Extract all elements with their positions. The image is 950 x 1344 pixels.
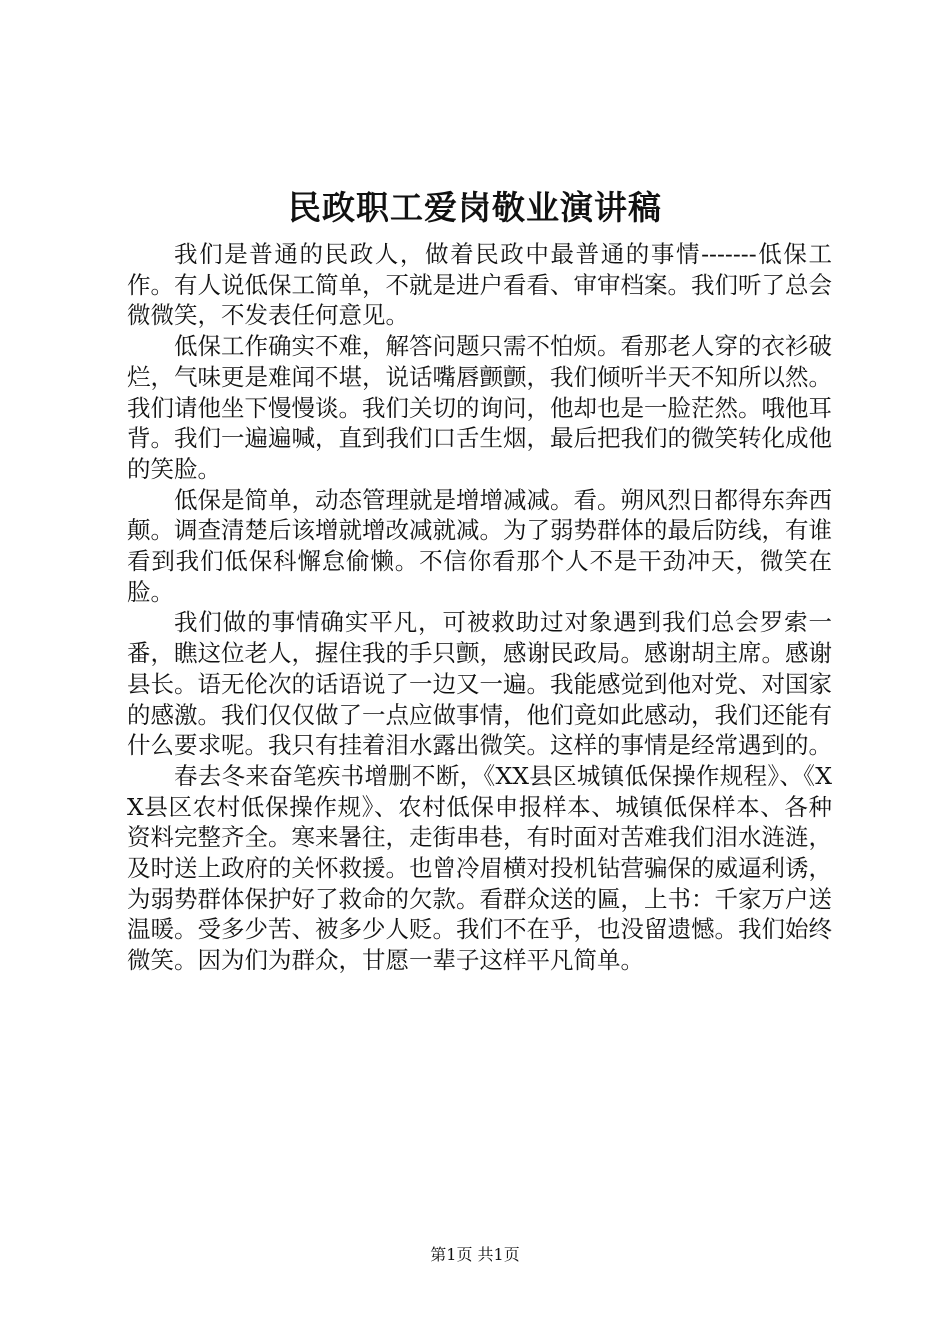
- paragraph-5: 春去冬来奋笔疾书增删不断，《XX县区城镇低保操作规程》、《XX县区农村低保操作规》、农村低保申报样本、城镇低保样本、各种资料完整齐全。寒来暑往，走街串巷，有时面对苦难我们泪水涟涟，及时送上政府的关怀救援。也曾冷眉横对投机钻营骗保的威逼利诱，为弱势群体保护好了救命的欠款。看群众送的匾，上书：千家万户送温暖。受多少苦、被多少人贬。我们不在乎，也没留遗憾。我们始终微笑。因为们为群众，甘愿一辈子这样平凡简单。: [127, 761, 832, 975]
- paragraph-2: 低保工作确实不难，解答问题只需不怕烦。看那老人穿的衣衫破烂，气味更是难闻不堪，说话嘴唇颤颤，我们倾听半天不知所以然。我们请他坐下慢慢谈。我们关切的询问，他却也是一脸茫然。哦他耳背。我们一遍遍喊，直到我们口舌生烟，最后把我们的微笑转化成他的笑脸。: [127, 332, 832, 483]
- paragraph-4: 我们做的事情确实平凡，可被救助过对象遇到我们总会罗索一番，瞧这位老人，握住我的手只颤，感谢民政局。感谢胡主席。感谢县长。语无伦次的话语说了一边又一遍。我能感觉到他对党、对国家的感激。我们仅仅做了一点应做事情，他们竟如此感动，我们还能有什么要求呢。我只有挂着泪水露出微笑。这样的事情是经常遇到的。: [127, 608, 832, 760]
- paragraph-1: 我们是普通的民政人，做着民政中最普通的事情-------低保工作。有人说低保工简单，不就是进户看看、审审档案。我们听了总会微微笑，不发表任何意见。: [127, 240, 832, 330]
- paragraph-3: 低保是简单，动态管理就是增增减减。看。朔风烈日都得东奔西颠。调查清楚后该增就增改减就减。为了弱势群体的最后防线，有谁看到我们低保科懈怠偷懒。不信你看那个人不是干劲冲天，微笑在脸。: [127, 485, 832, 606]
- document-body: [127, 239, 832, 976]
- page-number-footer: 第1页 共1页: [430, 1245, 520, 1264]
- document-title: 民政职工爱岗敬业演讲稿: [288, 188, 662, 227]
